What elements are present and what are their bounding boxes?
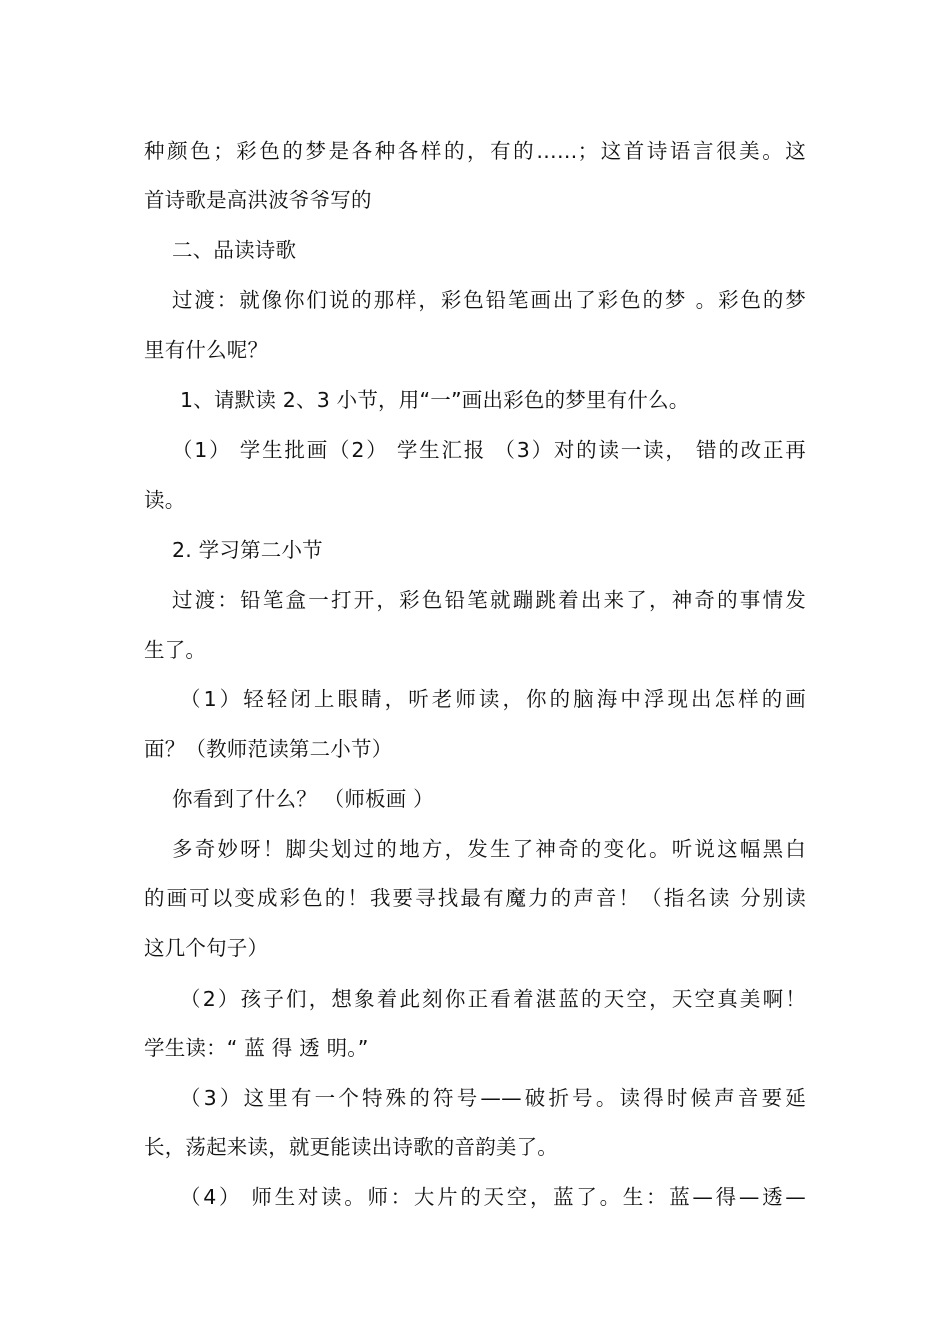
section-heading: 二、品读诗歌 (172, 238, 297, 262)
text-line: 学生读：“ 蓝 得 透 明。” (144, 1036, 369, 1060)
text-line: 长，荡起来读，就更能读出诗歌的音韵美了。 (144, 1135, 558, 1159)
text-line: 多奇妙呀！脚尖划过的地方，发生了神奇的变化。听说这幅黑白 (172, 837, 806, 861)
text-line: （4） 师生对读。师：大片的天空，蓝了。生：蓝—得—透— (180, 1185, 806, 1209)
text-line: 读。 (144, 488, 186, 512)
text-line: 首诗歌是高洪波爷爷写的 (144, 188, 372, 212)
text-line: 种颜色；彩色的梦是各种各样的，有的……；这首诗语言很美。这 (144, 139, 806, 163)
text-line: 过渡：就像你们说的那样，彩色铅笔画出了彩色的梦 。彩色的梦 (172, 288, 806, 312)
text-line: 生了。 (144, 638, 207, 662)
section-heading: 2. 学习第二小节 (172, 538, 323, 562)
list-item: 1、请默读 2、3 小节，用“一”画出彩色的梦里有什么。 (180, 388, 690, 412)
text-line: （3）这里有一个特殊的符号——破折号。读得时候声音要延 (180, 1086, 806, 1110)
text-line: 的画可以变成彩色的！我要寻找最有魔力的声音！（指名读 分别读 (144, 886, 806, 910)
text-line: （2）孩子们，想象着此刻你正看着湛蓝的天空，天空真美啊！ (180, 987, 806, 1011)
text-line: （1）轻轻闭上眼睛，听老师读，你的脑海中浮现出怎样的画 (180, 687, 806, 711)
text-line: 过渡：铅笔盒一打开，彩色铅笔就蹦跳着出来了，神奇的事情发 (172, 588, 806, 612)
text-line: 面？（教师范读第二小节） (144, 737, 393, 761)
text-line: 这几个句子） (144, 936, 269, 960)
text-line: 里有什么呢？ (144, 338, 269, 362)
text-line: （1） 学生批画（2） 学生汇报 （3）对的读一读， 错的改正再 (172, 438, 806, 462)
text-line: 你看到了什么？ （师板画 ） (172, 787, 434, 811)
